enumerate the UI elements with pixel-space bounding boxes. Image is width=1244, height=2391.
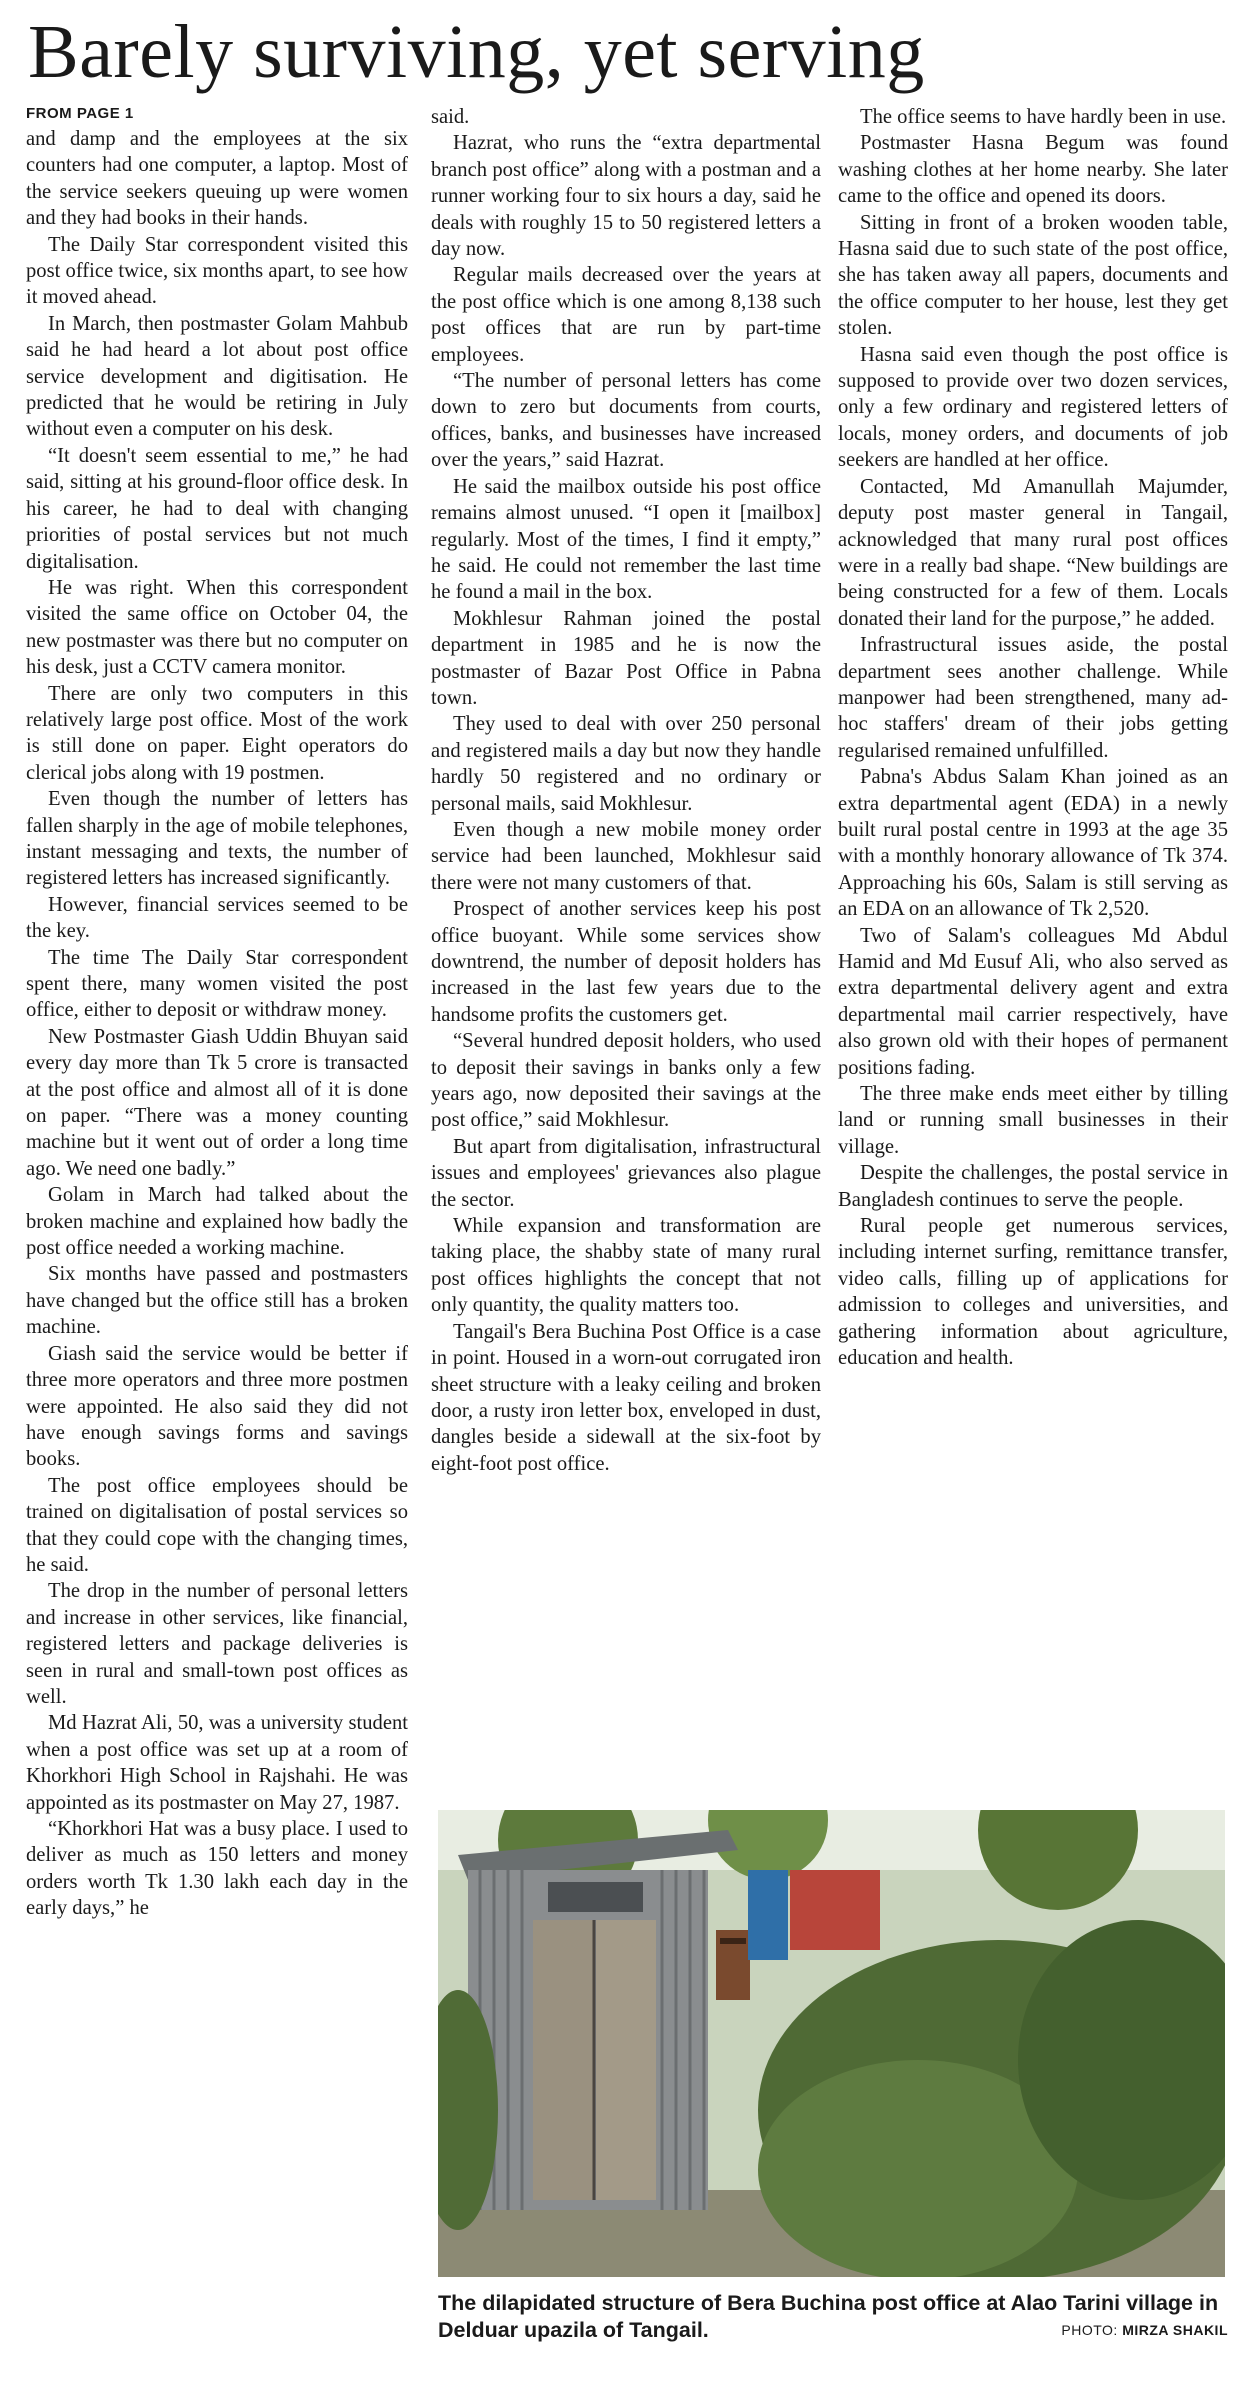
paragraph: Rural people get numerous services, including internet surfing, remittance transfer, video calls, filling up of applications for admission to colleges and universities, and gathering information about agriculture, education and health. xyxy=(838,1215,1228,1370)
paragraph: The Daily Star correspondent visited this post office twice, six months apart, to see how it moved ahead. xyxy=(26,233,408,309)
paragraph: Even though the number of letters has fallen sharply in the age of mobile telephones, instant messaging and texts, the number of registered letters has increased significantly. xyxy=(26,788,408,890)
paragraph: He said the mailbox outside his post office remains almost unused. “I open it [mailbox] regularly. Most of the times, I find it empty,” he said. He could not remember the last time he found a mail in the box. xyxy=(431,475,821,604)
article-column-1 xyxy=(26,104,408,2366)
paragraph: Golam in March had talked about the broken machine and explained how badly the post office needed a working machine. xyxy=(26,1184,408,1260)
paragraph: But apart from digitalisation, infrastructural issues and employees' grievances also plague the sector. xyxy=(431,1135,821,1211)
paragraph: Tangail's Bera Buchina Post Office is a case in point. Housed in a worn-out corrugated iron sheet structure with a leaky ceiling and broken door, a rusty iron letter box, enveloped in dust, dangles beside a sidewall at the six-foot by eight-foot post office. xyxy=(431,1320,821,1475)
paragraph: Contacted, Md Amanullah Majumder, deputy post master general in Tangail, acknowledged that many rural post offices were in a really bad shape. “New buildings are being constructed for a few of them. Locals donated their land for the purpose,” he added. xyxy=(838,475,1228,630)
paragraph: The three make ends meet either by tilling land or running small businesses in their village. xyxy=(838,1083,1228,1158)
paragraph: While expansion and transformation are taking place, the shabby state of many rural post offices highlights the concept that not only quantity, the quality matters too. xyxy=(431,1215,821,1317)
paragraph: “Several hundred deposit holders, who used to deposit their savings in banks only a few years ago, now deposited their savings at the post office,” said Mokhlesur. xyxy=(431,1030,821,1132)
paragraph: Mokhlesur Rahman joined the postal department in 1985 and he is now the postmaster of Bazar Post Office in Pabna town. xyxy=(431,607,821,709)
paragraph: “The number of personal letters has come down to zero but documents from courts, offices, banks, and businesses have increased over the years,” said Hazrat. xyxy=(431,370,821,472)
paragraph: Hazrat, who runs the “extra departmental branch post office” along with a postman and a runner working four to six hours a day, said he deals with roughly 15 to 50 registered letters a day now. xyxy=(431,132,821,261)
kicker: FROM PAGE 1 xyxy=(26,105,134,122)
paragraph: said. xyxy=(431,106,470,128)
paragraph: However, financial services seemed to be the key. xyxy=(26,893,408,943)
article-column-2 xyxy=(431,104,821,1794)
paragraph: “It doesn't seem essential to me,” he had said, sitting at his ground-floor office desk. In his career, he had to deal with changing priorities of postal services but not much digitalisation. xyxy=(26,444,408,573)
paragraph: Giash said the service would be better if three more operators and three more postmen were appointed. He also said they did not have enough savings forms and savings books. xyxy=(26,1342,408,1471)
paragraph: They used to deal with over 250 personal and registered mails a day but now they handle hardly 50 registered and no ordinary or personal mails, said Mokhlesur. xyxy=(431,713,821,815)
photo-credit-label: PHOTO: xyxy=(1061,2322,1118,2338)
paragraph: The drop in the number of personal letters and increase in other services, like financial, registered letters and package deliveries is seen in rural and small-town post offices as well. xyxy=(26,1580,408,1708)
paragraph: Md Hazrat Ali, 50, was a university student when a post office was set up at a room of Khorkhori High School in Rajshahi. He was appointed as its postmaster on May 27, 1987. xyxy=(26,1712,408,1814)
paragraph: and damp and the employees at the six counters had one computer, a laptop. Most of the service seekers queuing up were women and they had books in their hands. xyxy=(26,128,408,230)
post-office-photo xyxy=(438,1810,1225,2277)
paragraph: There are only two computers in this relatively large post office. Most of the work is still done on paper. Eight operators do clerical jobs along with 19 postmen. xyxy=(26,682,408,784)
paragraph: Regular mails decreased over the years at the post office which is one among 8,138 such post offices that are run by part-time employees. xyxy=(431,264,821,366)
paragraph: Infrastructural issues aside, the postal department sees another challenge. While manpower had been strengthened, many ad-hoc staffers' dream of their jobs getting regularised remained unfulfilled. xyxy=(838,634,1228,762)
paragraph: Despite the challenges, the postal service in Bangladesh continues to serve the people. xyxy=(838,1162,1228,1211)
paragraph: New Postmaster Giash Uddin Bhuyan said every day more than Tk 5 crore is transacted at the post office and almost all of it is done on paper. “There was a money counting machine but it went out of order a long time ago. We need one badly.” xyxy=(26,1025,408,1180)
paragraph: Hasna said even though the post office is supposed to provide over two dozen services, only a few ordinary and registered letters of locals, money orders, and documents of job seekers are handled at her office. xyxy=(838,343,1228,472)
paragraph: Six months have passed and postmasters have changed but the office still has a broken machine. xyxy=(26,1263,408,1339)
paragraph: Two of Salam's colleagues Md Abdul Hamid and Md Eusuf Ali, who also served as extra departmental delivery agent and extra departmental mail carrier respectively, have also grown old with their hopes of permanent positions fading. xyxy=(838,924,1228,1079)
photo-caption: The dilapidated structure of Bera Buchina post office at Alao Tarini village in Delduar upazila of Tangail. xyxy=(438,2291,1219,2342)
headline: Barely surviving, yet serving xyxy=(28,10,925,94)
paragraph: Pabna's Abdus Salam Khan joined as an extra departmental agent (EDA) in a newly built rural postal centre in 1993 at the age 35 with a monthly honorary allowance of Tk 374. Approaching his 60s, Salam is still serving as an EDA on an allowance of Tk 2,520. xyxy=(838,766,1228,921)
paragraph: “Khorkhori Hat was a busy place. I used to deliver as much as 150 letters and money orders worth Tk 1.30 lakh each day in the early days,” he xyxy=(26,1818,408,1920)
paragraph: Sitting in front of a broken wooden table, Hasna said due to such state of the post office, she has taken away all papers, documents and the office computer to her house, lest they get stolen. xyxy=(838,211,1228,340)
article-column-3 xyxy=(838,104,1228,1794)
paragraph: In March, then postmaster Golam Mahbub said he had heard a lot about post office service development and digitisation. He predicted that he would be retiring in July without even a computer on his desk. xyxy=(26,312,408,441)
paragraph: Even though a new mobile money order service had been launched, Mokhlesur said there were not many customers of that. xyxy=(431,818,821,894)
paragraph: He was right. When this correspondent visited the same office on October 04, the new postmaster was there but no computer on his desk, just a CCTV camera monitor. xyxy=(26,576,408,679)
paragraph: The post office employees should be trained on digitalisation of postal services so that they could cope with the changing times, he said. xyxy=(26,1474,408,1576)
paragraph: Prospect of another services keep his post office buoyant. While some services show downtrend, the number of deposit holders has increased in the last few years due to the handsome profits the customers get. xyxy=(431,898,821,1026)
paragraph: The time The Daily Star correspondent spent there, many women visited the post office, either to deposit or withdraw money. xyxy=(26,946,408,1022)
photo-credit-name: MIRZA SHAKIL xyxy=(1122,2322,1228,2338)
paragraph: The office seems to have hardly been in use. xyxy=(860,106,1227,128)
photo-credit xyxy=(1061,2322,1228,2338)
paragraph: Postmaster Hasna Begum was found washing clothes at her home nearby. She later came to the office and opened its doors. xyxy=(838,132,1228,208)
post-office-illustration xyxy=(438,1810,1225,2277)
